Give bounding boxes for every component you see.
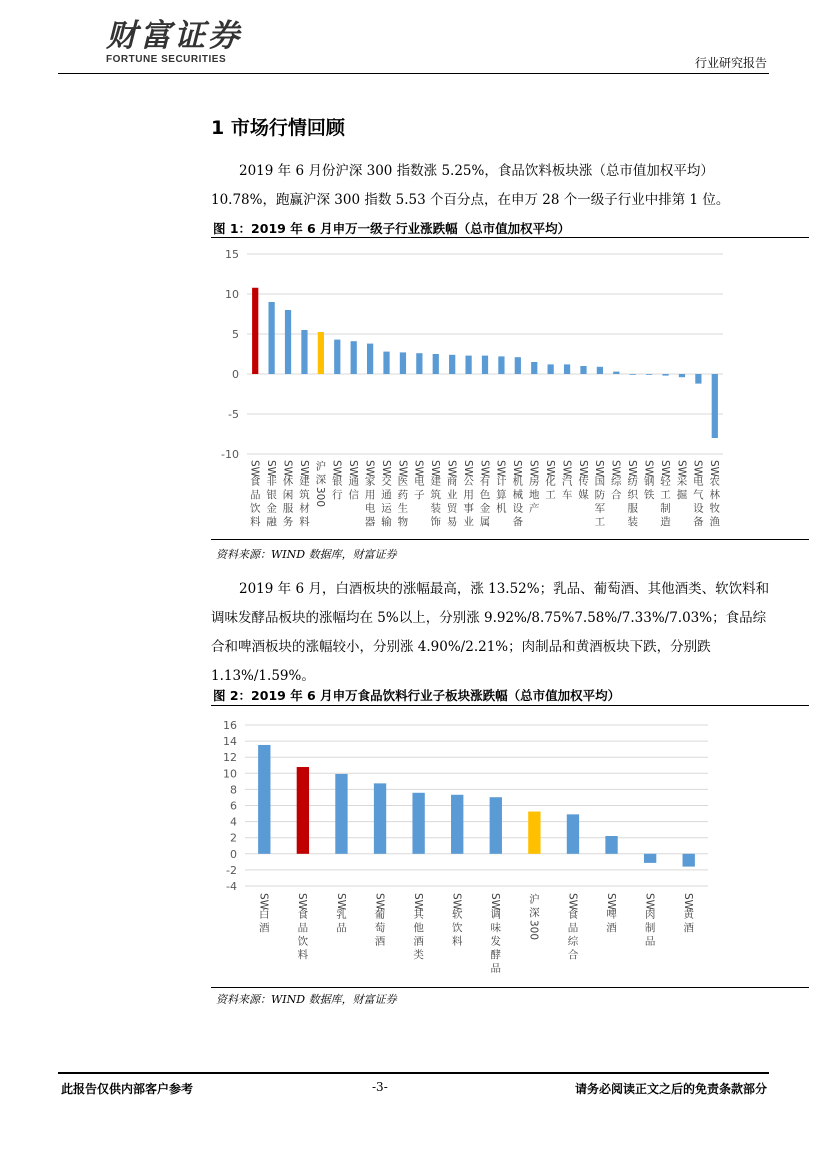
x-category-label: 轻 [660,475,671,488]
x-category-label-group [566,893,578,961]
bar [269,302,275,374]
x-category-label: SW [264,460,277,478]
x-category-label: 通 [348,475,359,488]
x-category-label-group [675,460,687,501]
x-category-label: 饮 [297,935,309,948]
x-category-label: 生 [397,502,409,515]
x-category-label: 酵 [490,949,502,962]
logo-chinese: 财富证券 [106,18,242,54]
x-category-label: 他 [413,922,424,935]
x-category-label-group [335,893,347,934]
y-tick-label: 10 [223,767,237,781]
x-category-label: 料 [249,516,261,529]
x-category-label: 品 [297,922,309,935]
bar [374,783,386,853]
x-category-label: 肉 [644,908,656,921]
x-category-label: 掘 [676,489,688,502]
x-category-label: 设 [512,502,524,515]
x-category-label: SW [566,893,579,911]
x-category-label: 色 [479,489,491,502]
bar [482,356,488,374]
x-category-label: SW [334,893,347,911]
x-category-label: 酒 [683,922,694,935]
x-category-label: 国 [594,475,606,488]
x-category-label: SW [511,460,524,478]
x-category-label: 计 [496,475,507,488]
x-category-label: 闲 [282,489,294,502]
x-category-label: 筑 [299,489,310,502]
bar [498,356,504,374]
x-category-label: SW [604,893,617,911]
x-category-label: SW [363,460,376,478]
x-category-label: 有 [479,475,491,488]
figure1-title: 图 1：2019 年 6 月申万一级子行业涨跌幅（总市值加权平均） [213,221,571,236]
x-category-label: 农 [709,475,721,488]
x-category-label: 纺 [627,475,638,488]
x-category-label: SW [478,460,491,478]
x-category-label: 料 [451,935,463,948]
x-category-label: SW [281,460,294,478]
x-category-label-group [373,893,385,948]
section-title: 1 市场行情回顾 [211,117,345,139]
x-category-label: SW [576,460,589,478]
x-category-label: 备 [693,516,704,529]
bar [433,354,439,374]
x-category-label: 器 [364,516,376,529]
bar [285,310,291,374]
bar [451,795,463,854]
header-divider [58,73,769,74]
x-category-label: 信 [348,489,359,502]
page-number: -3- [372,1080,388,1094]
x-category-label: 用 [463,489,474,502]
x-category-label: 装 [627,516,638,529]
figure1-bottom-rule [211,539,809,540]
bar [683,854,695,867]
x-category-label: SW [379,460,392,478]
x-category-label: 地 [528,489,540,502]
x-category-label: 建 [430,475,442,488]
x-category-label: 行 [332,489,343,502]
x-category-label: 算 [496,489,507,502]
figure2-title: 图 2：2019 年 6 月申万食品饮料行业子板块涨跌幅（总市值加权平均） [213,688,621,703]
x-category-label-group [258,893,270,934]
x-category-label: 媒 [578,489,589,502]
x-category-label-group [511,460,523,528]
x-category-label: 家 [364,475,376,488]
x-category-label-group [296,893,308,961]
x-category-label: 融 [266,516,277,529]
x-category-label-group [451,893,463,948]
x-category-label: 备 [512,516,524,529]
x-category-label: SW [675,460,688,478]
bar [580,366,586,374]
x-category-label: 饮 [249,502,261,515]
x-category-label: 材 [299,502,310,515]
x-category-label: 品 [336,922,347,935]
x-category-label-group [380,460,392,528]
x-category-label: 化 [545,475,556,488]
bar [416,353,422,374]
bar [605,836,617,854]
company-logo [106,18,242,65]
bar [258,745,270,854]
x-category-label: 电 [693,475,704,488]
x-category-label: 休 [282,475,294,488]
bar [400,352,406,374]
x-category-label: 乳 [336,908,347,921]
x-category-label: SW [527,460,540,478]
x-category-label: 酒 [259,922,270,935]
bar [515,357,521,374]
paragraph-subsectors: 2019 年 6 月，白酒板块的涨幅最高，涨 13.52%；乳品、葡萄酒、其他酒类、软饮料和调味发酵品板块的涨幅均在 5%以上，分别涨 9.92%/8.75%7.58%/7.33%/7.03%；食品综合和啤酒板块的涨幅较小，分别涨 4.90%/2.21%；肉制品和黄酒板块下跌，分别跌 1.13%/1.59%。 [211,581,770,684]
x-category-label-group [489,893,501,975]
x-category-label: 械 [512,489,524,502]
x-category-label-group [708,460,720,528]
y-tick-label: 6 [230,799,237,813]
x-category-label: 交 [381,475,392,488]
x-category-label: 建 [299,475,310,488]
x-category-label: 工 [660,489,671,502]
paragraph-summary: 2019 年 6 月份沪深 300 指数涨 5.25%，食品饮料板块涨（总市值加权平均）10.78%，跑赢沪深 300 指数 5.53 个百分点，在申万 28 个一级子行业中排第 1 位。 [211,163,730,208]
x-category-label: 综 [611,475,622,488]
x-category-label: 运 [381,502,392,515]
x-category-label: SW [396,460,409,478]
x-category-label: 务 [282,516,294,529]
x-category-label: 织 [627,489,638,502]
x-category-label: 银 [266,489,277,502]
footer-disclaimer-right: 请务必阅读正文之后的免责条款部分 [574,1082,767,1096]
x-category-label: 工 [594,516,606,529]
figure2-bar-chart [211,708,809,986]
x-category-label: 品 [567,922,579,935]
x-category-label: 易 [446,516,458,529]
x-category-label: 软 [451,908,463,921]
x-category-label-group [331,460,343,501]
x-category-label: 汽 [561,475,573,488]
x-category-label: SW [330,460,343,478]
x-category-label: 造 [660,516,671,529]
x-category-label: SW [560,460,573,478]
x-category-label: 业 [446,489,458,502]
x-category-label: 业 [463,516,474,529]
x-category-label: SW [411,893,424,911]
x-category-label-group [265,460,277,528]
x-category-label: 物 [397,516,409,529]
x-category-label: 传 [578,475,589,488]
y-tick-label: 2 [230,831,237,845]
x-category-label: 机 [496,502,507,515]
x-category-label: 属 [479,516,491,529]
x-category-label: 食 [249,475,261,488]
x-category-label-group [528,460,540,515]
x-category-label: 输 [381,516,392,529]
bar [334,340,340,374]
x-category-label-group [560,460,572,501]
y-tick-label: 15 [225,248,239,261]
x-category-label: SW [450,893,463,911]
x-category-label: 啤 [606,908,617,921]
x-category-label: SW [494,460,507,478]
x-category-label: 药 [397,489,409,502]
x-category-label: SW [643,893,656,911]
bar [412,793,424,854]
bar [252,288,258,374]
x-category-label: 公 [463,475,474,488]
bar [465,356,471,374]
x-category-label: SW [626,460,639,478]
x-category-label-group [347,460,359,501]
y-tick-label: 14 [223,735,237,749]
x-category-label: SW [248,460,261,478]
x-category-label: 黄 [683,908,694,921]
x-category-label: SW [708,460,721,478]
y-tick-label: -10 [221,448,239,461]
bar [712,374,718,438]
x-category-label: 300 [314,487,327,508]
x-category-label: SW [347,460,360,478]
x-category-label-group [593,460,605,528]
bar [695,374,701,384]
x-category-label-group [445,460,457,528]
figure2-top-rule [211,705,809,706]
x-category-label-group [363,460,375,528]
x-category-label: SW [642,460,655,478]
x-category-label: 白 [259,908,270,921]
figure1-source: 资料来源：WIND 数据库，财富证券 [216,548,397,561]
y-tick-label: 16 [223,719,237,732]
x-category-label: SW [429,460,442,478]
x-category-label: 林 [709,489,721,502]
x-category-label-group [682,893,694,934]
x-category-label-group [429,460,441,528]
x-category-label: 医 [397,475,409,488]
x-category-label-group [314,460,326,508]
x-category-label-group [462,460,474,528]
x-category-label: SW [412,460,425,478]
bar [679,374,685,377]
x-category-label: 品 [644,935,656,948]
x-category-label: 品 [249,489,261,502]
x-category-label-group [659,460,671,528]
x-category-label-group [605,893,617,934]
footer-divider [58,1072,769,1074]
x-category-label-group [610,460,622,501]
y-tick-label: -4 [226,880,237,893]
x-category-label: 电 [364,502,376,515]
bar [564,364,570,374]
x-category-label: 食 [567,908,579,921]
x-category-label: 铁 [643,489,655,502]
x-category-label: 食 [297,908,309,921]
bar [646,374,652,375]
x-category-label: 采 [676,475,688,488]
bar [297,767,309,854]
x-category-label: 服 [282,502,294,515]
figure2-source: 资料来源：WIND 数据库，财富证券 [216,993,397,1006]
footer-disclaimer-left: 此报告仅供内部客户参考 [61,1082,194,1096]
bar [528,812,540,854]
x-category-label: 制 [660,502,671,515]
x-category-label: 合 [611,489,622,502]
y-tick-label: 10 [225,288,239,301]
x-category-label: 工 [545,489,556,502]
x-category-label: SW [609,460,622,478]
x-category-label: 合 [567,949,579,962]
x-category-label: 萄 [374,922,386,935]
x-category-label: 酒 [606,922,617,935]
x-category-label: 牧 [709,502,721,515]
x-category-label: 渔 [709,516,721,529]
x-category-label-group [495,460,507,515]
x-category-label: 军 [594,502,606,515]
x-category-label-group [478,460,490,528]
x-category-label: 车 [561,489,573,502]
x-category-label: 酒 [413,935,424,948]
x-category-label: 气 [693,489,704,502]
x-category-label: 深 [315,474,327,486]
x-category-label: 产 [528,502,540,515]
bar [301,330,307,374]
x-category-label: 机 [512,475,524,488]
x-category-label: 味 [490,922,502,935]
x-category-label: SW [296,893,309,911]
x-category-label: SW [543,460,556,478]
x-category-label: 饮 [451,922,463,935]
figure1-bar-chart [211,240,809,536]
x-category-label: 金 [479,502,491,515]
x-category-label: 其 [413,908,424,921]
x-category-label-group [413,460,425,501]
x-category-label: 酒 [374,935,386,948]
figure2-bottom-rule [211,987,809,988]
bar [449,355,455,374]
x-category-label-group [642,460,654,501]
x-category-label: 发 [490,935,502,948]
y-tick-label: 8 [230,783,237,797]
x-category-label: 调 [490,908,502,921]
y-tick-label: 5 [232,328,239,341]
figure1-top-rule [211,237,809,238]
bar [613,372,619,374]
x-category-label: SW [257,893,270,911]
x-category-label: 用 [364,489,376,502]
bar [367,344,373,374]
x-category-label: SW [691,460,704,478]
x-category-label: 深 [529,907,540,919]
x-category-label-group [249,460,261,528]
x-category-label: 筑 [430,489,442,502]
x-category-label: 制 [644,922,656,935]
x-category-label: 料 [297,949,309,962]
x-category-label: 金 [266,502,277,515]
bar [630,374,636,375]
bar [662,374,668,376]
x-category-label-group [692,460,704,528]
bar [351,341,357,374]
x-category-label: SW [658,460,671,478]
y-tick-label: 12 [223,751,237,765]
x-category-label: 料 [299,516,310,529]
x-category-label: 综 [567,935,579,948]
bar [490,797,502,854]
x-category-label: 葡 [374,908,386,921]
x-category-label: SW [489,893,502,911]
x-category-label: 电 [414,475,425,488]
x-category-label: SW [682,893,695,911]
bar [644,854,656,863]
x-category-label: 房 [528,475,540,488]
x-category-label: 事 [463,502,474,515]
x-category-label: 防 [594,489,606,502]
x-category-label: 饰 [430,516,442,529]
bar [531,362,537,374]
x-category-label-group [577,460,589,501]
x-category-label-group [396,460,408,528]
y-tick-label: -5 [228,408,239,421]
x-category-label: 沪 [529,893,540,906]
x-category-label-group [281,460,293,528]
x-category-label: SW [445,460,458,478]
x-category-label: 非 [266,475,277,488]
bar [567,814,579,853]
bar [597,367,603,374]
x-category-label: 贸 [446,502,458,515]
y-tick-label: 0 [232,368,239,381]
x-category-label: 服 [627,502,638,515]
bar [548,364,554,374]
x-category-label: SW [373,893,386,911]
x-category-label: 银 [332,475,343,488]
x-category-label: 商 [446,475,458,488]
x-category-label: 通 [381,489,392,502]
x-category-label-group [298,460,310,528]
x-category-label: 类 [413,949,424,962]
logo-english: FORTUNE SECURITIES [106,54,227,65]
bar [383,352,389,374]
y-tick-label: -2 [226,863,237,877]
x-category-label: 子 [414,489,425,502]
x-category-label: SW [297,460,310,478]
bar [318,332,324,374]
x-category-label-group [643,893,655,948]
x-category-label: 装 [430,502,442,515]
x-category-label: 钢 [643,475,655,488]
x-category-label: SW [461,460,474,478]
x-category-label-group [626,460,638,528]
x-category-label: 300 [527,920,540,941]
x-category-label: 品 [490,962,502,975]
x-category-label: 沪 [315,460,327,473]
bar [335,774,347,854]
x-category-label-group [528,893,540,941]
x-category-label-group [412,893,424,961]
x-category-label-group [544,460,556,501]
y-tick-label: 4 [230,815,237,829]
y-tick-label: 0 [230,847,237,861]
report-type: 行业研究报告 [694,56,767,70]
x-category-label: SW [593,460,606,478]
x-category-label: 设 [693,502,704,515]
